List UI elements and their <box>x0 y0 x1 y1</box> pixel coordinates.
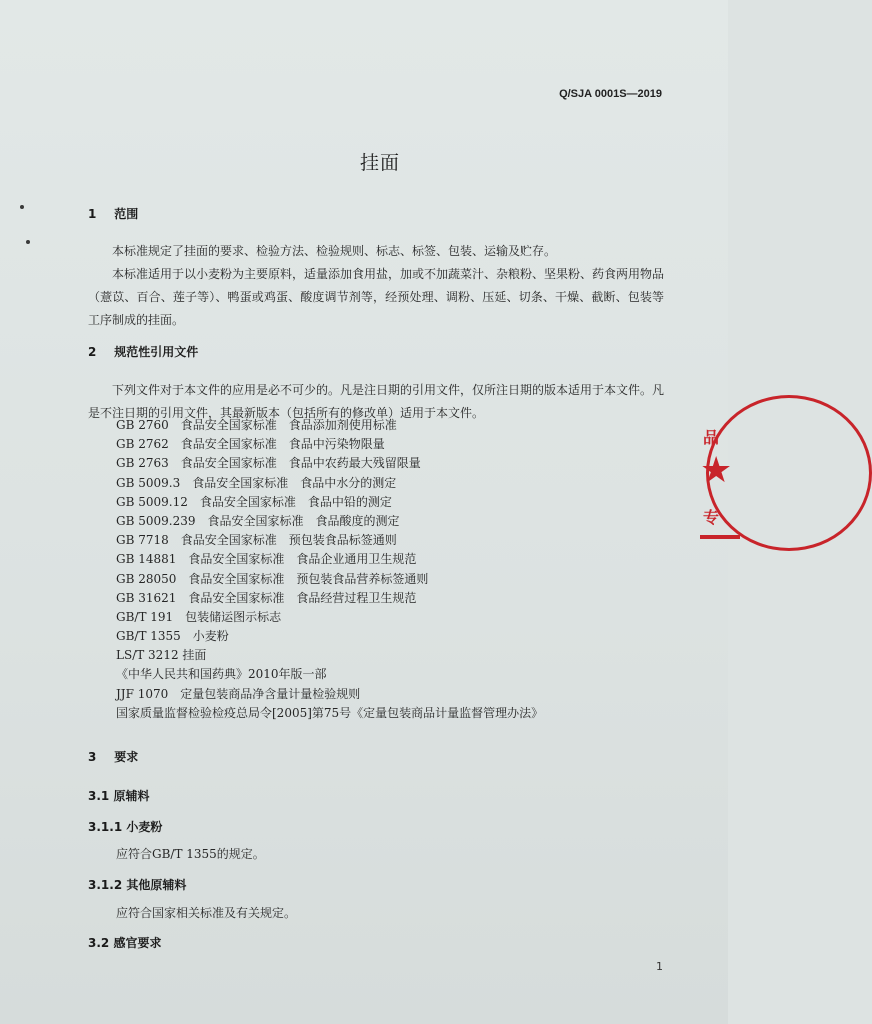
document-code: Q/SJA 0001S—2019 <box>559 88 662 100</box>
section-title: 范围 <box>114 207 139 221</box>
subsection-3-2-heading <box>88 934 161 951</box>
reference-item: GB 2763 食品安全国家标准 食品中农药最大残留限量 <box>116 456 421 471</box>
subsection-3-1-2-heading <box>88 876 186 893</box>
other-ingredients-requirement: 应符合国家相关标准及有关规定。 <box>116 906 297 920</box>
subsection-number: 3.1.1 <box>88 820 123 834</box>
scope-paragraph-1: 本标准规定了挂面的要求、检验方法、检验规则、标志、标签、包装、运输及贮存。 <box>112 244 557 258</box>
reference-item: JJF 1070 定量包装商品净含量计量检验规则 <box>116 686 361 701</box>
section-number: 2 <box>88 345 97 359</box>
page-number: 1 <box>656 960 663 973</box>
section-2-heading <box>88 343 198 360</box>
reference-item: LS/T 3212 挂面 <box>116 648 207 663</box>
document-title: 挂面 <box>359 152 400 174</box>
subsection-title: 其他原辅料 <box>126 878 187 892</box>
subsection-title: 原辅料 <box>113 789 150 803</box>
reference-item: GB 31621 食品安全国家标准 食品经营过程卫生规范 <box>116 590 417 605</box>
scan-speck <box>20 205 24 209</box>
reference-item: GB 14881 食品安全国家标准 食品企业通用卫生规范 <box>116 552 417 567</box>
subsection-number: 3.1.2 <box>88 878 123 892</box>
reference-item: GB 7718 食品安全国家标准 预包装食品标签通则 <box>116 533 397 548</box>
section-1-heading <box>88 205 138 222</box>
reference-list <box>116 416 543 723</box>
reference-item: GB/T 191 包装储运图示标志 <box>116 609 282 624</box>
section-number: 3 <box>88 750 97 764</box>
subsection-3-1-heading <box>88 787 149 804</box>
section-title: 规范性引用文件 <box>114 345 199 359</box>
red-seal-stamp <box>692 395 740 555</box>
subsection-3-1-1-heading <box>88 818 162 835</box>
seal-bar <box>700 535 740 539</box>
reference-item: 国家质量监督检验检疫总局令[2005]第75号《定量包装商品计量监督管理办法》 <box>116 705 544 720</box>
subsection-title: 小麦粉 <box>126 820 163 834</box>
subsection-number: 3.2 <box>88 936 110 950</box>
scope-paragraph-2: 本标准适用于以小麦粉为主要原料，适量添加食用盐，加或不加蔬菜汁、杂粮粉、坚果粉、药食两用物品（薏苡、百合、莲子等）、鸭蛋或鸡蛋、酸度调节剂等，经预处理、调粉、压延、切条、干燥、截断、包装等工序制成的挂面。 <box>88 267 665 327</box>
reference-item: GB 5009.239 食品安全国家标准 食品酸度的测定 <box>116 513 400 528</box>
section-3-heading <box>88 748 138 765</box>
reference-item: GB 5009.12 食品安全国家标准 食品中铅的测定 <box>116 494 392 509</box>
subsection-title: 感官要求 <box>113 936 162 950</box>
subsection-number: 3.1 <box>88 789 110 803</box>
normative-references-intro: 下列文件对于本文件的应用是必不可少的。凡是注日期的引用文件，仅所注日期的版本适用于本文件。凡是不注日期的引用文件，其最新版本（包括所有的修改单）适用于本文件。 <box>88 383 665 420</box>
scan-speck <box>26 240 30 244</box>
section-title: 要求 <box>114 750 139 764</box>
seal-text-top: 品 <box>703 428 720 447</box>
reference-item: GB 28050 食品安全国家标准 预包装食品营养标签通则 <box>116 571 429 586</box>
star-icon: ★ <box>700 450 733 491</box>
reference-item: GB/T 1355 小麦粉 <box>116 629 229 644</box>
reference-item: 《中华人民共和国药典》2010年版一部 <box>116 667 327 682</box>
wheat-flour-requirement: 应符合GB/T 1355的规定。 <box>116 847 265 861</box>
seal-text-bottom: 专 <box>703 508 720 527</box>
reference-item: GB 2762 食品安全国家标准 食品中污染物限量 <box>116 437 385 452</box>
section-number: 1 <box>88 207 97 221</box>
reference-item: GB 5009.3 食品安全国家标准 食品中水分的测定 <box>116 475 397 490</box>
reference-item: GB 2760 食品安全国家标准 食品添加剂使用标准 <box>116 418 397 432</box>
